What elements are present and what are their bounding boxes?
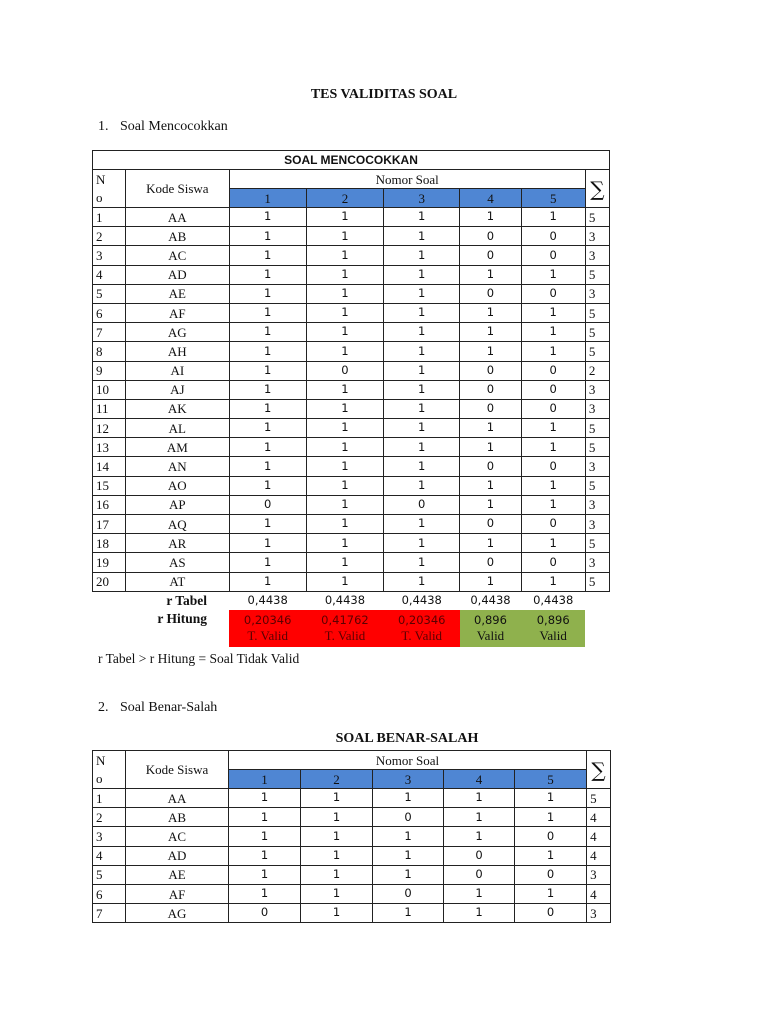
score-cell: 1 (229, 884, 301, 903)
table-row (93, 457, 610, 476)
r-hitung-value: 0,896 (536, 612, 570, 627)
score-cell: 0 (460, 227, 521, 246)
r-hitung-valid-cell (521, 610, 585, 647)
sum-cell: 5 (585, 476, 609, 495)
kode-siswa: AT (126, 572, 229, 591)
score-cell: 1 (306, 553, 383, 572)
validity-status: Valid (539, 627, 567, 643)
score-cell: 1 (229, 419, 306, 438)
score-cell: 1 (444, 789, 515, 808)
score-cell: 1 (384, 476, 460, 495)
sum-cell: 4 (587, 846, 611, 865)
row-number: 1 (93, 208, 126, 227)
row-number: 2 (93, 808, 126, 827)
score-cell: 1 (460, 323, 521, 342)
score-cell: 0 (460, 361, 521, 380)
nomor-soal-header: Nomor Soal (229, 170, 585, 189)
score-cell: 1 (306, 227, 383, 246)
score-cell: 0 (521, 227, 585, 246)
validity-status: T. Valid (247, 627, 288, 643)
kode-siswa: AA (126, 208, 229, 227)
score-cell: 0 (515, 865, 587, 884)
kode-siswa: AL (126, 419, 229, 438)
score-cell: 1 (306, 303, 383, 322)
nomor-soal-header: Nomor Soal (229, 751, 587, 770)
sum-cell: 4 (587, 827, 611, 846)
row-number: 10 (93, 380, 126, 399)
table-row (93, 246, 610, 265)
kode-siswa: AJ (126, 380, 229, 399)
section-1-heading (98, 119, 228, 135)
sum-cell: 3 (585, 515, 609, 534)
score-cell: 1 (515, 846, 587, 865)
score-cell: 1 (306, 323, 383, 342)
row-number: 9 (93, 361, 126, 380)
score-cell: 1 (460, 534, 521, 553)
table-title: SOAL MENCOCOKKAN (93, 151, 610, 170)
score-cell: 1 (229, 303, 306, 322)
score-cell: 1 (521, 476, 585, 495)
no-column-header: N o (93, 170, 126, 208)
soal-mencocokkan-table (92, 150, 610, 647)
score-cell: 1 (384, 265, 460, 284)
score-cell: 1 (521, 419, 585, 438)
empty-cell (585, 610, 609, 647)
score-cell: 1 (460, 303, 521, 322)
score-cell: 1 (229, 865, 301, 884)
score-cell: 1 (384, 438, 460, 457)
score-cell: 0 (521, 380, 585, 399)
score-cell: 1 (229, 515, 306, 534)
table-row (93, 303, 610, 322)
kode-siswa: AF (126, 884, 229, 903)
table-row (93, 399, 610, 418)
r-tabel-value: 0,4438 (470, 593, 511, 608)
score-cell: 1 (384, 515, 460, 534)
score-cell: 1 (460, 208, 521, 227)
score-cell: 1 (384, 572, 460, 591)
score-cell: 1 (384, 323, 460, 342)
row-number: 6 (93, 884, 126, 903)
question-number-header: 4 (460, 189, 521, 208)
r-hitung-value: 0,20346 (243, 612, 292, 627)
score-cell: 0 (460, 284, 521, 303)
question-number-header: 5 (521, 189, 585, 208)
score-cell: 1 (460, 476, 521, 495)
score-cell: 1 (384, 361, 460, 380)
sum-cell: 3 (585, 284, 609, 303)
score-cell: 1 (515, 789, 587, 808)
row-number: 4 (93, 846, 126, 865)
sum-cell: 5 (587, 789, 611, 808)
score-cell: 0 (460, 380, 521, 399)
row-number: 15 (93, 476, 126, 495)
score-cell: 1 (373, 865, 444, 884)
score-cell: 0 (306, 361, 383, 380)
score-cell: 0 (444, 846, 515, 865)
score-cell: 1 (306, 438, 383, 457)
table-row (93, 380, 610, 399)
section-1-number: 1. (98, 119, 109, 134)
kode-siswa: AM (126, 438, 229, 457)
table-row (93, 227, 610, 246)
score-cell: 1 (229, 323, 306, 342)
score-cell: 1 (229, 265, 306, 284)
sum-cell: 3 (585, 553, 609, 572)
question-number-header: 1 (229, 189, 306, 208)
score-cell: 1 (229, 227, 306, 246)
score-cell: 1 (373, 904, 444, 923)
table-row (93, 265, 610, 284)
score-cell: 1 (306, 534, 383, 553)
kode-siswa: AB (126, 808, 229, 827)
row-number: 3 (93, 827, 126, 846)
sum-cell: 5 (585, 534, 609, 553)
score-cell: 1 (460, 495, 521, 514)
score-cell: 0 (515, 827, 587, 846)
row-number: 16 (93, 495, 126, 514)
validity-note: r Tabel > r Hitung = Soal Tidak Valid (98, 651, 300, 666)
empty-cell (585, 591, 609, 610)
score-cell: 0 (460, 553, 521, 572)
table-row (93, 846, 611, 865)
score-cell: 1 (229, 827, 301, 846)
kode-siswa-header: Kode Siswa (126, 170, 229, 208)
score-cell: 0 (521, 361, 585, 380)
row-number: 2 (93, 227, 126, 246)
sum-cell: 4 (587, 884, 611, 903)
score-cell: 1 (521, 208, 585, 227)
r-tabel-value: 0,4438 (533, 593, 574, 608)
score-cell: 1 (229, 284, 306, 303)
row-number: 8 (93, 342, 126, 361)
score-cell: 1 (301, 789, 373, 808)
kode-siswa: AN (126, 457, 229, 476)
sum-header: ∑ (587, 751, 611, 789)
question-number-header: 2 (301, 770, 373, 789)
score-cell: 1 (444, 904, 515, 923)
sum-cell: 5 (585, 419, 609, 438)
score-cell: 1 (229, 438, 306, 457)
score-cell: 1 (306, 342, 383, 361)
score-cell: 1 (384, 246, 460, 265)
question-number-header: 1 (229, 770, 301, 789)
section-2-heading (98, 700, 217, 716)
score-cell: 1 (460, 342, 521, 361)
row-number: 7 (93, 904, 126, 923)
score-cell: 0 (229, 904, 301, 923)
score-cell: 0 (444, 865, 515, 884)
score-cell: 1 (306, 515, 383, 534)
row-number: 19 (93, 553, 126, 572)
r-hitung-valid-cell (460, 610, 521, 647)
score-cell: 1 (384, 419, 460, 438)
kode-siswa: AE (126, 284, 229, 303)
score-cell: 0 (460, 457, 521, 476)
kode-siswa: AH (126, 342, 229, 361)
row-number: 3 (93, 246, 126, 265)
soal-benar-salah-table (92, 750, 611, 923)
table-row (93, 208, 610, 227)
section-2-title: Soal Benar-Salah (120, 700, 218, 715)
table-row (93, 476, 610, 495)
score-cell: 1 (444, 884, 515, 903)
section-2-number: 2. (98, 700, 109, 715)
sum-cell: 5 (585, 265, 609, 284)
sum-cell: 5 (585, 208, 609, 227)
score-cell: 0 (460, 515, 521, 534)
score-cell: 1 (229, 572, 306, 591)
kode-siswa: AR (126, 534, 229, 553)
kode-siswa: AC (126, 827, 229, 846)
kode-siswa-header: Kode Siswa (126, 751, 229, 789)
score-cell: 1 (229, 246, 306, 265)
score-cell: 0 (521, 284, 585, 303)
score-cell: 1 (301, 808, 373, 827)
score-cell: 1 (444, 808, 515, 827)
r-tabel-value: 0,4438 (401, 593, 442, 608)
sum-cell: 3 (585, 457, 609, 476)
row-number: 11 (93, 399, 126, 418)
sum-cell: 5 (585, 572, 609, 591)
score-cell: 1 (515, 808, 587, 827)
score-cell: 1 (301, 884, 373, 903)
kode-siswa: AD (126, 846, 229, 865)
validity-status: T. Valid (324, 627, 366, 643)
question-number-header: 5 (515, 770, 587, 789)
table-2-title: SOAL BENAR-SALAH (335, 731, 479, 746)
table-row (93, 865, 611, 884)
score-cell: 1 (306, 476, 383, 495)
score-cell: 1 (373, 846, 444, 865)
table-row (93, 284, 610, 303)
score-cell: 0 (521, 399, 585, 418)
score-cell: 0 (384, 495, 460, 514)
sum-cell: 3 (585, 495, 609, 514)
score-cell: 1 (521, 572, 585, 591)
sum-cell: 2 (585, 361, 609, 380)
score-cell: 1 (306, 495, 383, 514)
sum-cell: 4 (587, 808, 611, 827)
table-row (93, 553, 610, 572)
r-hitung-value: 0,41762 (321, 612, 369, 627)
r-hitung-invalid-cell (306, 610, 383, 647)
r-hitung-value: 0,896 (474, 612, 507, 627)
kode-siswa: AQ (126, 515, 229, 534)
score-cell: 0 (521, 246, 585, 265)
table-row (93, 495, 610, 514)
table-row (93, 361, 610, 380)
row-number: 5 (93, 284, 126, 303)
score-cell: 1 (229, 534, 306, 553)
r-hitung-value: 0,20346 (397, 612, 446, 627)
score-cell: 1 (306, 419, 383, 438)
score-cell: 1 (384, 380, 460, 399)
score-cell: 1 (460, 438, 521, 457)
score-cell: 0 (229, 495, 306, 514)
kode-siswa: AA (126, 789, 229, 808)
score-cell: 1 (444, 827, 515, 846)
r-tabel-value: 0,4438 (247, 593, 288, 608)
r-hitung-invalid-cell (384, 610, 460, 647)
score-cell: 1 (521, 265, 585, 284)
score-cell: 1 (460, 265, 521, 284)
sum-cell: 5 (585, 342, 609, 361)
row-number: 13 (93, 438, 126, 457)
r-tabel-value: 0,4438 (324, 593, 366, 608)
table-row (93, 342, 610, 361)
score-cell: 1 (515, 884, 587, 903)
table-row (93, 572, 610, 591)
score-cell: 1 (384, 208, 460, 227)
score-cell: 1 (384, 553, 460, 572)
score-cell: 1 (301, 865, 373, 884)
score-cell: 1 (384, 284, 460, 303)
row-number: 7 (93, 323, 126, 342)
score-cell: 1 (306, 284, 383, 303)
sum-cell: 3 (585, 399, 609, 418)
sum-cell: 3 (587, 865, 611, 884)
score-cell: 1 (306, 380, 383, 399)
table-row (93, 534, 610, 553)
score-cell: 1 (229, 846, 301, 865)
score-cell: 1 (384, 342, 460, 361)
row-number: 5 (93, 865, 126, 884)
row-number: 6 (93, 303, 126, 322)
r-hitung-label: r Hitung (157, 611, 208, 627)
sum-cell: 3 (585, 227, 609, 246)
score-cell: 1 (306, 265, 383, 284)
score-cell: 1 (521, 342, 585, 361)
score-cell: 1 (521, 495, 585, 514)
row-number: 17 (93, 515, 126, 534)
score-cell: 1 (521, 303, 585, 322)
score-cell: 1 (521, 323, 585, 342)
score-cell: 1 (373, 827, 444, 846)
score-cell: 1 (384, 227, 460, 246)
kode-siswa: AD (126, 265, 229, 284)
question-number-header: 2 (306, 189, 383, 208)
score-cell: 1 (229, 342, 306, 361)
r-tabel-row (93, 591, 610, 610)
sum-header: ∑ (585, 170, 609, 208)
score-cell: 0 (521, 457, 585, 476)
score-cell: 1 (373, 789, 444, 808)
table-row (93, 323, 610, 342)
score-cell: 1 (229, 457, 306, 476)
section-1-title: Soal Mencocokkan (120, 119, 228, 134)
score-cell: 1 (229, 399, 306, 418)
question-number-header: 3 (384, 189, 460, 208)
score-cell: 1 (306, 208, 383, 227)
table-row (93, 419, 610, 438)
sum-cell: 5 (585, 303, 609, 322)
score-cell: 1 (384, 399, 460, 418)
validity-status: T. Valid (401, 627, 443, 643)
score-cell: 1 (229, 553, 306, 572)
score-cell: 0 (373, 808, 444, 827)
row-number: 12 (93, 419, 126, 438)
score-cell: 1 (301, 846, 373, 865)
score-cell: 0 (460, 246, 521, 265)
score-cell: 1 (384, 534, 460, 553)
no-column-header: N o (93, 751, 126, 789)
row-number: 14 (93, 457, 126, 476)
row-number: 18 (93, 534, 126, 553)
score-cell: 1 (229, 789, 301, 808)
score-cell: 1 (301, 904, 373, 923)
table-row (93, 515, 610, 534)
score-cell: 1 (460, 419, 521, 438)
question-number-header: 4 (444, 770, 515, 789)
score-cell: 0 (521, 515, 585, 534)
r-hitung-invalid-cell (229, 610, 306, 647)
score-cell: 1 (306, 399, 383, 418)
table-row (93, 808, 611, 827)
score-cell: 1 (460, 572, 521, 591)
kode-siswa: AC (126, 246, 229, 265)
score-cell: 0 (515, 904, 587, 923)
validity-status: Valid (476, 627, 505, 643)
kode-siswa: AG (126, 904, 229, 923)
kode-siswa: AB (126, 227, 229, 246)
score-cell: 1 (521, 534, 585, 553)
sum-cell: 3 (585, 246, 609, 265)
score-cell: 1 (229, 361, 306, 380)
score-cell: 0 (460, 399, 521, 418)
sum-cell: 5 (585, 323, 609, 342)
score-cell: 1 (306, 246, 383, 265)
kode-siswa: AI (126, 361, 229, 380)
question-number-header: 3 (373, 770, 444, 789)
score-cell: 1 (306, 572, 383, 591)
score-cell: 1 (229, 380, 306, 399)
score-cell: 1 (384, 457, 460, 476)
r-hitung-row (93, 610, 610, 647)
r-tabel-label: r Tabel (166, 593, 208, 609)
kode-siswa: AE (126, 865, 229, 884)
score-cell: 1 (384, 303, 460, 322)
sum-cell: 3 (587, 904, 611, 923)
table-row (93, 884, 611, 903)
table-row (93, 789, 611, 808)
kode-siswa: AF (126, 303, 229, 322)
kode-siswa: AS (126, 553, 229, 572)
score-cell: 1 (229, 208, 306, 227)
score-cell: 0 (521, 553, 585, 572)
row-number: 20 (93, 572, 126, 591)
table-row (93, 904, 611, 923)
document-title: TES VALIDITAS SOAL (310, 87, 458, 102)
kode-siswa: AK (126, 399, 229, 418)
score-cell: 1 (301, 827, 373, 846)
table-row (93, 438, 610, 457)
row-number: 4 (93, 265, 126, 284)
score-cell: 1 (306, 457, 383, 476)
score-cell: 1 (229, 808, 301, 827)
score-cell: 1 (229, 476, 306, 495)
score-cell: 0 (373, 884, 444, 903)
kode-siswa: AG (126, 323, 229, 342)
sum-cell: 3 (585, 380, 609, 399)
score-cell: 1 (521, 438, 585, 457)
kode-siswa: AO (126, 476, 229, 495)
sum-cell: 5 (585, 438, 609, 457)
table-row (93, 827, 611, 846)
kode-siswa: AP (126, 495, 229, 514)
row-number: 1 (93, 789, 126, 808)
